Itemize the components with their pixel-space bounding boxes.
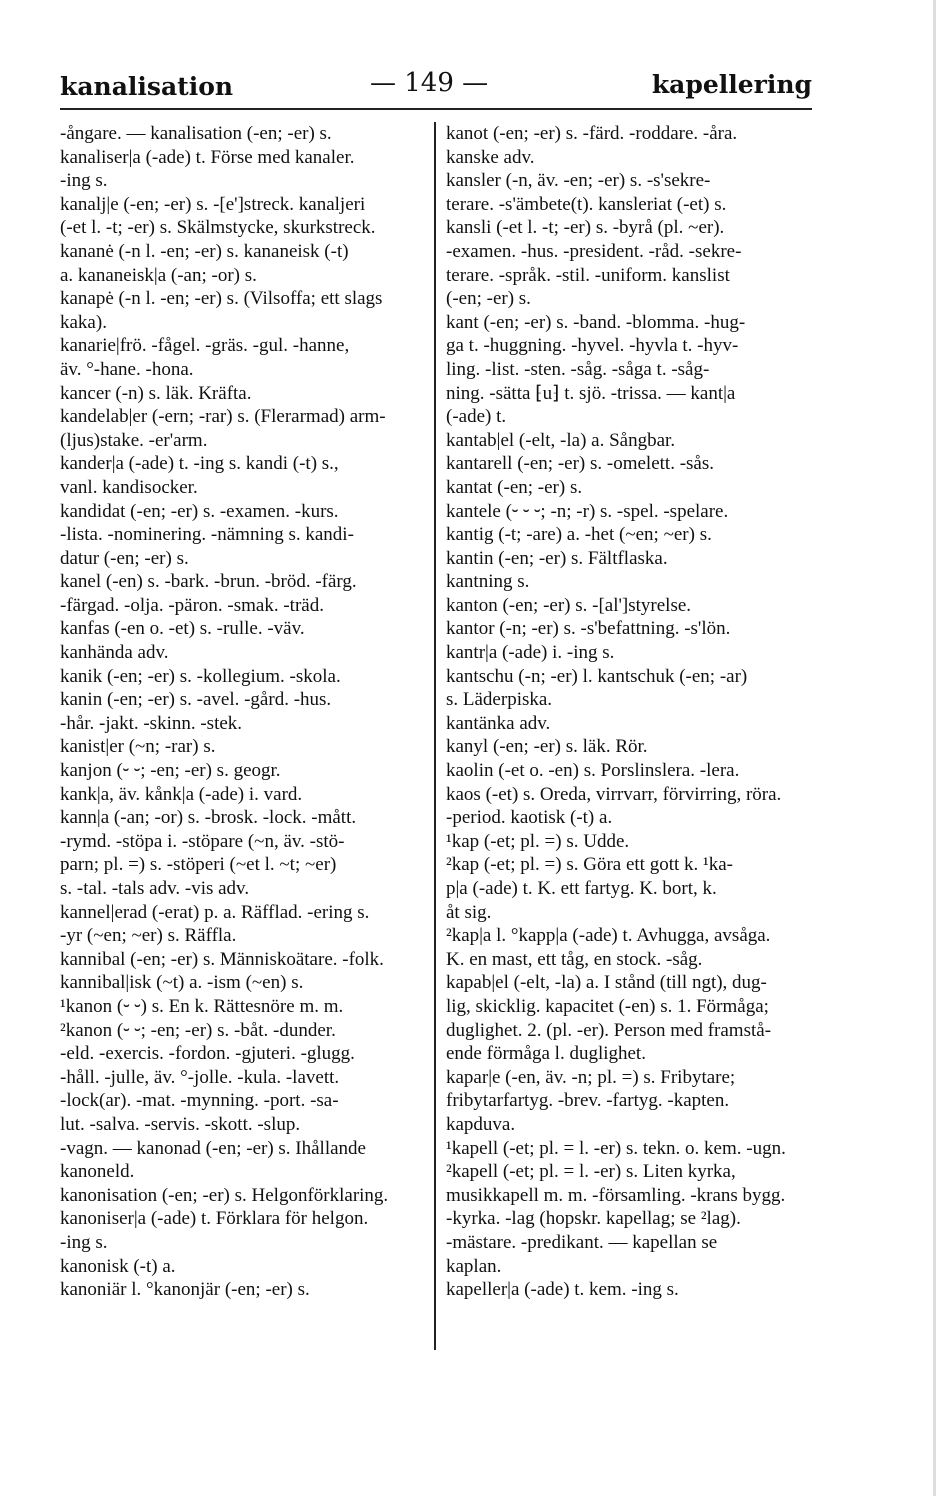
dictionary-page bbox=[60, 60, 812, 1370]
entry-line: -ing s. bbox=[60, 1231, 108, 1253]
entry-line: -vagn. — kanonad (-en; -er) s. Ihållande bbox=[60, 1137, 366, 1159]
entry-line: ¹kap (-et; pl. =) s. Udde. bbox=[446, 830, 630, 852]
page-number: — 149 — bbox=[370, 68, 489, 98]
entry-line: -mästare. -predikant. — kapellan se bbox=[446, 1231, 718, 1253]
entry-line: ling. -list. -sten. -såg. -såga t. -såg- bbox=[446, 358, 710, 380]
entry-line: kannibal|isk (~t) a. -ism (~en) s. bbox=[60, 972, 304, 994]
entry-line: kapar|e (-en, äv. -n; pl. =) s. Fribytare; bbox=[446, 1066, 736, 1088]
entry-line: ¹kanon (⏑ ⏑) s. En k. Rättesnöre m. m. bbox=[60, 995, 344, 1017]
entry-line: kanarie|frö. -fågel. -gräs. -gul. -hanne, bbox=[60, 335, 350, 357]
entry-line: terare. -språk. -stil. -uniform. kanslist bbox=[446, 264, 730, 286]
entry-line: ²kapell (-et; pl. = l. -er) s. Liten kyrka, bbox=[446, 1161, 736, 1183]
header-first-word: kanalisation bbox=[60, 72, 234, 101]
entry-line: kapduva. bbox=[446, 1113, 516, 1135]
entry-line: kancer (-n) s. läk. Kräfta. bbox=[60, 382, 252, 404]
entry-line: -eld. -exercis. -fordon. -gjuteri. -glugg. bbox=[60, 1043, 355, 1065]
entry-line: kanoneld. bbox=[60, 1161, 135, 1183]
entry-line: kaolin (-et o. -en) s. Porslinslera. -lera. bbox=[446, 760, 740, 782]
entry-line: kanapė (-n l. -en; -er) s. (Vilsoffa; ett slags bbox=[60, 288, 383, 310]
entry-line: kantin (-en; -er) s. Fältflaska. bbox=[446, 547, 668, 569]
entry-line: -färgad. -olja. -päron. -smak. -träd. bbox=[60, 594, 324, 616]
entry-line: ²kanon (⏑ ⏑; -en; -er) s. -båt. -dunder. bbox=[60, 1019, 336, 1041]
entry-line: ga t. -huggning. -hyvel. -hyvla t. -hyv- bbox=[446, 335, 739, 357]
entry-line: kanton (-en; -er) s. -[al']styrelse. bbox=[446, 594, 692, 616]
entry-line: -ing s. bbox=[60, 170, 108, 192]
entry-line: kanaliser|a (-ade) t. Förse med kanaler. bbox=[60, 146, 355, 168]
entry-line: K. en mast, ett tåg, en stock. -såg. bbox=[446, 948, 703, 970]
entry-line: -yr (~en; ~er) s. Räffla. bbox=[60, 925, 237, 947]
entry-line: terare. -s'ämbete(t). kansleriat (-et) s. bbox=[446, 193, 727, 215]
entry-line: ¹kapell (-et; pl. = l. -er) s. tekn. o. kem. -ugn. bbox=[446, 1137, 786, 1159]
entry-line: kanalj|e (-en; -er) s. -[e']streck. kanaljeri bbox=[60, 193, 366, 215]
entry-line: kanonisk (-t) a. bbox=[60, 1255, 176, 1277]
entry-line: kantarell (-en; -er) s. -omelett. -sås. bbox=[446, 453, 714, 475]
entry-line: äv. °-hane. -hona. bbox=[60, 358, 194, 380]
column-divider bbox=[434, 122, 436, 1350]
left-column bbox=[60, 122, 420, 1302]
entry-line: -lista. -nominering. -nämning s. kandi- bbox=[60, 524, 354, 546]
entry-line: kandelab|er (-ern; -rar) s. (Flerarmad) arm- bbox=[60, 406, 386, 428]
entry-line: (-en; -er) s. bbox=[446, 288, 531, 310]
entry-line: kantr|a (-ade) i. -ing s. bbox=[446, 642, 615, 664]
entry-line: kapab|el (-elt, -la) a. I stånd (till ngt), dug- bbox=[446, 972, 767, 994]
entry-line: kapeller|a (-ade) t. kem. -ing s. bbox=[446, 1279, 679, 1301]
entry-line: -ångare. — kanalisation (-en; -er) s. bbox=[60, 123, 332, 144]
entry-line: kander|a (-ade) t. -ing s. kandi (-t) s., bbox=[60, 453, 339, 475]
entry-line: s. -tal. -tals adv. -vis adv. bbox=[60, 878, 250, 899]
entry-line: kantning s. bbox=[446, 571, 530, 593]
entry-line: datur (-en; -er) s. bbox=[60, 547, 189, 569]
entry-line: (-ade) t. bbox=[446, 406, 507, 428]
entry-line: a. kananeisk|a (-an; -or) s. bbox=[60, 264, 257, 286]
entry-line: kanyl (-en; -er) s. läk. Rör. bbox=[446, 736, 648, 758]
entry-line: lut. -salva. -servis. -skott. -slup. bbox=[60, 1113, 301, 1135]
entry-line: duglighet. 2. (pl. -er). Person med framstå- bbox=[446, 1019, 772, 1041]
entry-line: kann|a (-an; -or) s. -brosk. -lock. -mått. bbox=[60, 807, 357, 829]
entry-line: kant (-en; -er) s. -band. -blomma. -hug- bbox=[446, 311, 746, 333]
entry-line: ning. -sätta ⁅u⁆ t. sjö. -trissa. — kant|a bbox=[446, 382, 736, 404]
entry-line: kank|a, äv. kånk|a (-ade) i. vard. bbox=[60, 783, 303, 805]
entry-line: p|a (-ade) t. K. ett fartyg. K. bort, k. bbox=[446, 878, 717, 899]
entry-line: kannel|erad (-erat) p. a. Räfflad. -ering s. bbox=[60, 901, 370, 923]
entry-line: kanin (-en; -er) s. -avel. -gård. -hus. bbox=[60, 689, 332, 711]
entry-line: -rymd. -stöpa i. -stöpare (~n, äv. -stö- bbox=[60, 830, 345, 852]
entry-line: åt sig. bbox=[446, 901, 492, 923]
entry-line: kaka). bbox=[60, 311, 107, 333]
page-edge-shadow bbox=[933, 0, 936, 1496]
entry-line: kanoniär l. °kanonjär (-en; -er) s. bbox=[60, 1279, 310, 1301]
entry-line: kaplan. bbox=[446, 1255, 502, 1277]
entry-line: kanfas (-en o. -et) s. -rulle. -väv. bbox=[60, 618, 305, 640]
entry-line: kantor (-n; -er) s. -s'befattning. -s'lön. bbox=[446, 618, 731, 640]
right-column bbox=[446, 122, 814, 1302]
entry-line: ²kap|a l. °kapp|a (-ade) t. Avhugga, avsåga. bbox=[446, 925, 771, 947]
entry-line: ²kap (-et; pl. =) s. Göra ett gott k. ¹ka- bbox=[446, 854, 733, 876]
entry-line: (-et l. -t; -er) s. Skälmstycke, skurkstreck. bbox=[60, 217, 376, 239]
entry-line: ende förmåga l. duglighet. bbox=[446, 1043, 646, 1065]
entry-line: kandidat (-en; -er) s. -examen. -kurs. bbox=[60, 500, 339, 522]
entry-line: parn; pl. =) s. -stöperi (~et l. ~t; ~er) bbox=[60, 854, 337, 876]
entry-line: kantig (-t; -are) a. -het (~en; ~er) s. bbox=[446, 524, 712, 546]
entry-line: -period. kaotisk (-t) a. bbox=[446, 807, 613, 829]
entry-line: -håll. -julle, äv. °-jolle. -kula. -lavett. bbox=[60, 1066, 340, 1088]
entry-line: -kyrka. -lag (hopskr. kapellag; se ²lag). bbox=[446, 1208, 741, 1230]
entry-line: kananė (-n l. -en; -er) s. kananeisk (-t) bbox=[60, 240, 349, 262]
entry-line: vanl. kandisocker. bbox=[60, 476, 198, 498]
entry-line: kantab|el (-elt, -la) a. Sångbar. bbox=[446, 429, 676, 451]
entry-line: -hår. -jakt. -skinn. -stek. bbox=[60, 712, 243, 734]
entry-line: (ljus)stake. -er'arm. bbox=[60, 429, 208, 451]
entry-line: s. Läderpiska. bbox=[446, 689, 553, 711]
entry-line: kannibal (-en; -er) s. Människoätare. -folk. bbox=[60, 948, 384, 970]
header-rule bbox=[60, 108, 812, 110]
entry-line: lig, skicklig. kapacitet (-en) s. 1. Förmåga; bbox=[446, 995, 769, 1017]
entry-line: kanoniser|a (-ade) t. Förklara för helgon. bbox=[60, 1208, 369, 1230]
entry-line: kanel (-en) s. -bark. -brun. -bröd. -färg. bbox=[60, 571, 357, 593]
entry-line: kantänka adv. bbox=[446, 712, 551, 734]
entry-line: musikkapell m. m. -församling. -krans bygg. bbox=[446, 1184, 786, 1206]
entry-line: -examen. -hus. -president. -råd. -sekre- bbox=[446, 240, 742, 262]
entry-line: kantat (-en; -er) s. bbox=[446, 476, 583, 498]
page-header bbox=[60, 60, 812, 100]
entry-line: fribytarfartyg. -brev. -fartyg. -kapten. bbox=[446, 1090, 730, 1112]
entry-line: kantschu (-n; -er) l. kantschuk (-en; -ar) bbox=[446, 665, 748, 687]
entry-line: kanhända adv. bbox=[60, 642, 169, 664]
entry-line: kansler (-n, äv. -en; -er) s. -s'sekre- bbox=[446, 170, 711, 192]
entry-line: kanist|er (~n; -rar) s. bbox=[60, 736, 216, 758]
entry-line: -lock(ar). -mat. -mynning. -port. -sa- bbox=[60, 1090, 339, 1112]
entry-line: kanot (-en; -er) s. -färd. -roddare. -åra. bbox=[446, 123, 738, 144]
entry-line: kaos (-et) s. Oreda, virrvarr, förvirring, röra. bbox=[446, 783, 782, 805]
entry-line: kanjon (⏑ ⏑; -en; -er) s. geogr. bbox=[60, 760, 281, 782]
header-last-word: kapellering bbox=[651, 70, 812, 99]
entry-line: kantele (⏑ ⏑ ⏑; -n; -r) s. -spel. -spelare. bbox=[446, 500, 729, 522]
entry-line: kanonisation (-en; -er) s. Helgonförklaring. bbox=[60, 1184, 389, 1206]
entry-line: kanske adv. bbox=[446, 146, 535, 168]
entry-line: kansli (-et l. -t; -er) s. -byrå (pl. ~er). bbox=[446, 217, 725, 239]
entry-line: kanik (-en; -er) s. -kollegium. -skola. bbox=[60, 665, 341, 687]
